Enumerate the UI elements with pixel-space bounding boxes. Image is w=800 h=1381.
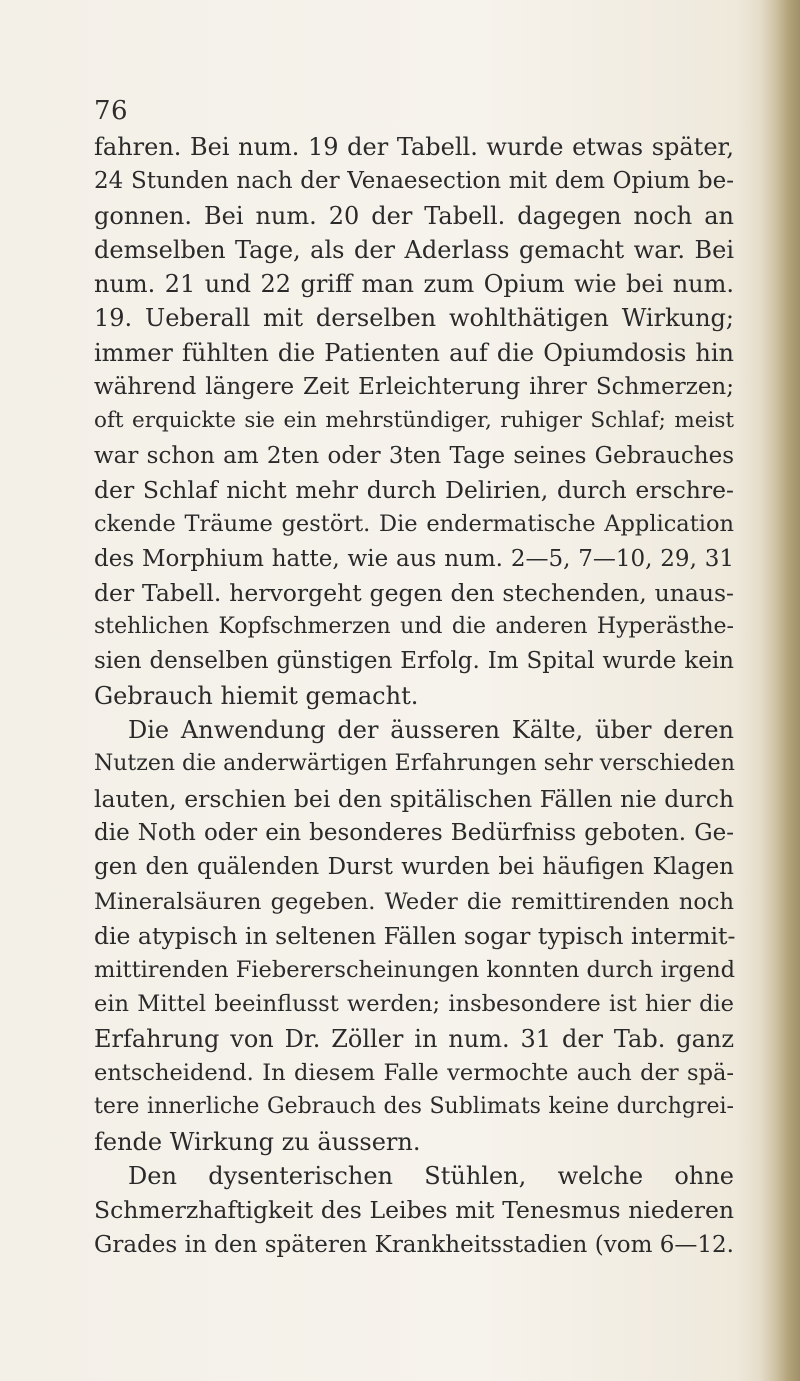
text-line: ckende Träume gestört. Die endermatische Application — [94, 511, 734, 538]
text-line: tere innerliche Gebrauch des Sublimats keine durchgrei- — [94, 1094, 734, 1120]
text-line: mittirenden Fiebererscheinungen konnten durch irgend — [94, 957, 736, 984]
page-edge-shadow — [760, 0, 800, 1381]
text-line: Mineralsäuren gegeben. Weder die remittirenden noch — [94, 888, 734, 915]
text-line: Die Anwendung der äusseren Kälte, über deren — [128, 716, 734, 745]
text-line: Den dysenterischen Stühlen, welche ohne — [128, 1161, 734, 1190]
text-line: des Morphium hatte, wie aus num. 2—5, 7—10, 29, 31 — [94, 545, 734, 572]
text-line: der Tabell. hervorgeht gegen den stechenden, unaus- — [94, 578, 734, 607]
text-line: der Schlaf nicht mehr durch Delirien, durch erschre- — [94, 475, 734, 504]
text-line: während längere Zeit Erleichterung ihrer Schmerzen; — [94, 374, 734, 401]
text-line: ein Mittel beeinflusst werden; insbesondere ist hier die — [94, 991, 734, 1018]
text-line: Erfahrung von Dr. Zöller in num. 31 der Tab. ganz — [94, 1024, 734, 1053]
text-line: fende Wirkung zu äussern. — [94, 1127, 421, 1156]
text-line: Nutzen die anderwärtigen Erfahrungen sehr verschieden — [94, 751, 735, 777]
text-line: 19. Ueberall mit derselben wohlthätigen Wirkung; — [94, 304, 734, 333]
text-line: die Noth oder ein besonderes Bedürfniss geboten. Ge- — [94, 819, 734, 846]
text-line: demselben Tage, als der Aderlass gemacht war. Bei — [94, 235, 734, 264]
text-line: oft erquickte sie ein mehrstündiger, ruhiger Schlaf; meist — [94, 408, 734, 434]
text-line: num. 21 und 22 griff man zum Opium wie bei num. — [94, 270, 734, 299]
text-line: Gebrauch hiemit gemacht. — [94, 681, 419, 710]
text-line: fahren. Bei num. 19 der Tabell. wurde etwas später, — [94, 133, 734, 161]
text-line: lauten, erschien bei den spitälischen Fällen nie durch — [94, 784, 734, 813]
text-line: stehlichen Kopfschmerzen und die anderen Hyperästhe- — [94, 614, 734, 640]
text-line: die atypisch in seltenen Fällen sogar typisch intermit- — [94, 921, 736, 950]
text-line: 24 Stunden nach der Venaesection mit dem Opium be- — [94, 168, 734, 195]
text-line: war schon am 2ten oder 3ten Tage seines Gebrauches — [94, 442, 734, 469]
text-line: gonnen. Bei num. 20 der Tabell. dagegen noch an — [94, 201, 734, 230]
text-line: immer fühlten die Patienten auf die Opiumdosis hin — [94, 338, 734, 367]
text-line: Schmerzhaftigkeit des Leibes mit Tenesmus niederen — [94, 1196, 734, 1225]
text-line: gen den quälenden Durst wurden bei häufigen Klagen — [94, 854, 734, 881]
page-number: 76 — [94, 96, 129, 126]
text-line: Grades in den späteren Krankheitsstadien (vom 6—12. — [94, 1231, 734, 1258]
text-line: sien denselben günstigen Erfolg. Im Spital wurde kein — [94, 648, 734, 675]
text-line: entscheidend. In diesem Falle vermochte auch der spä- — [94, 1060, 734, 1087]
body-text — [94, 130, 734, 1262]
